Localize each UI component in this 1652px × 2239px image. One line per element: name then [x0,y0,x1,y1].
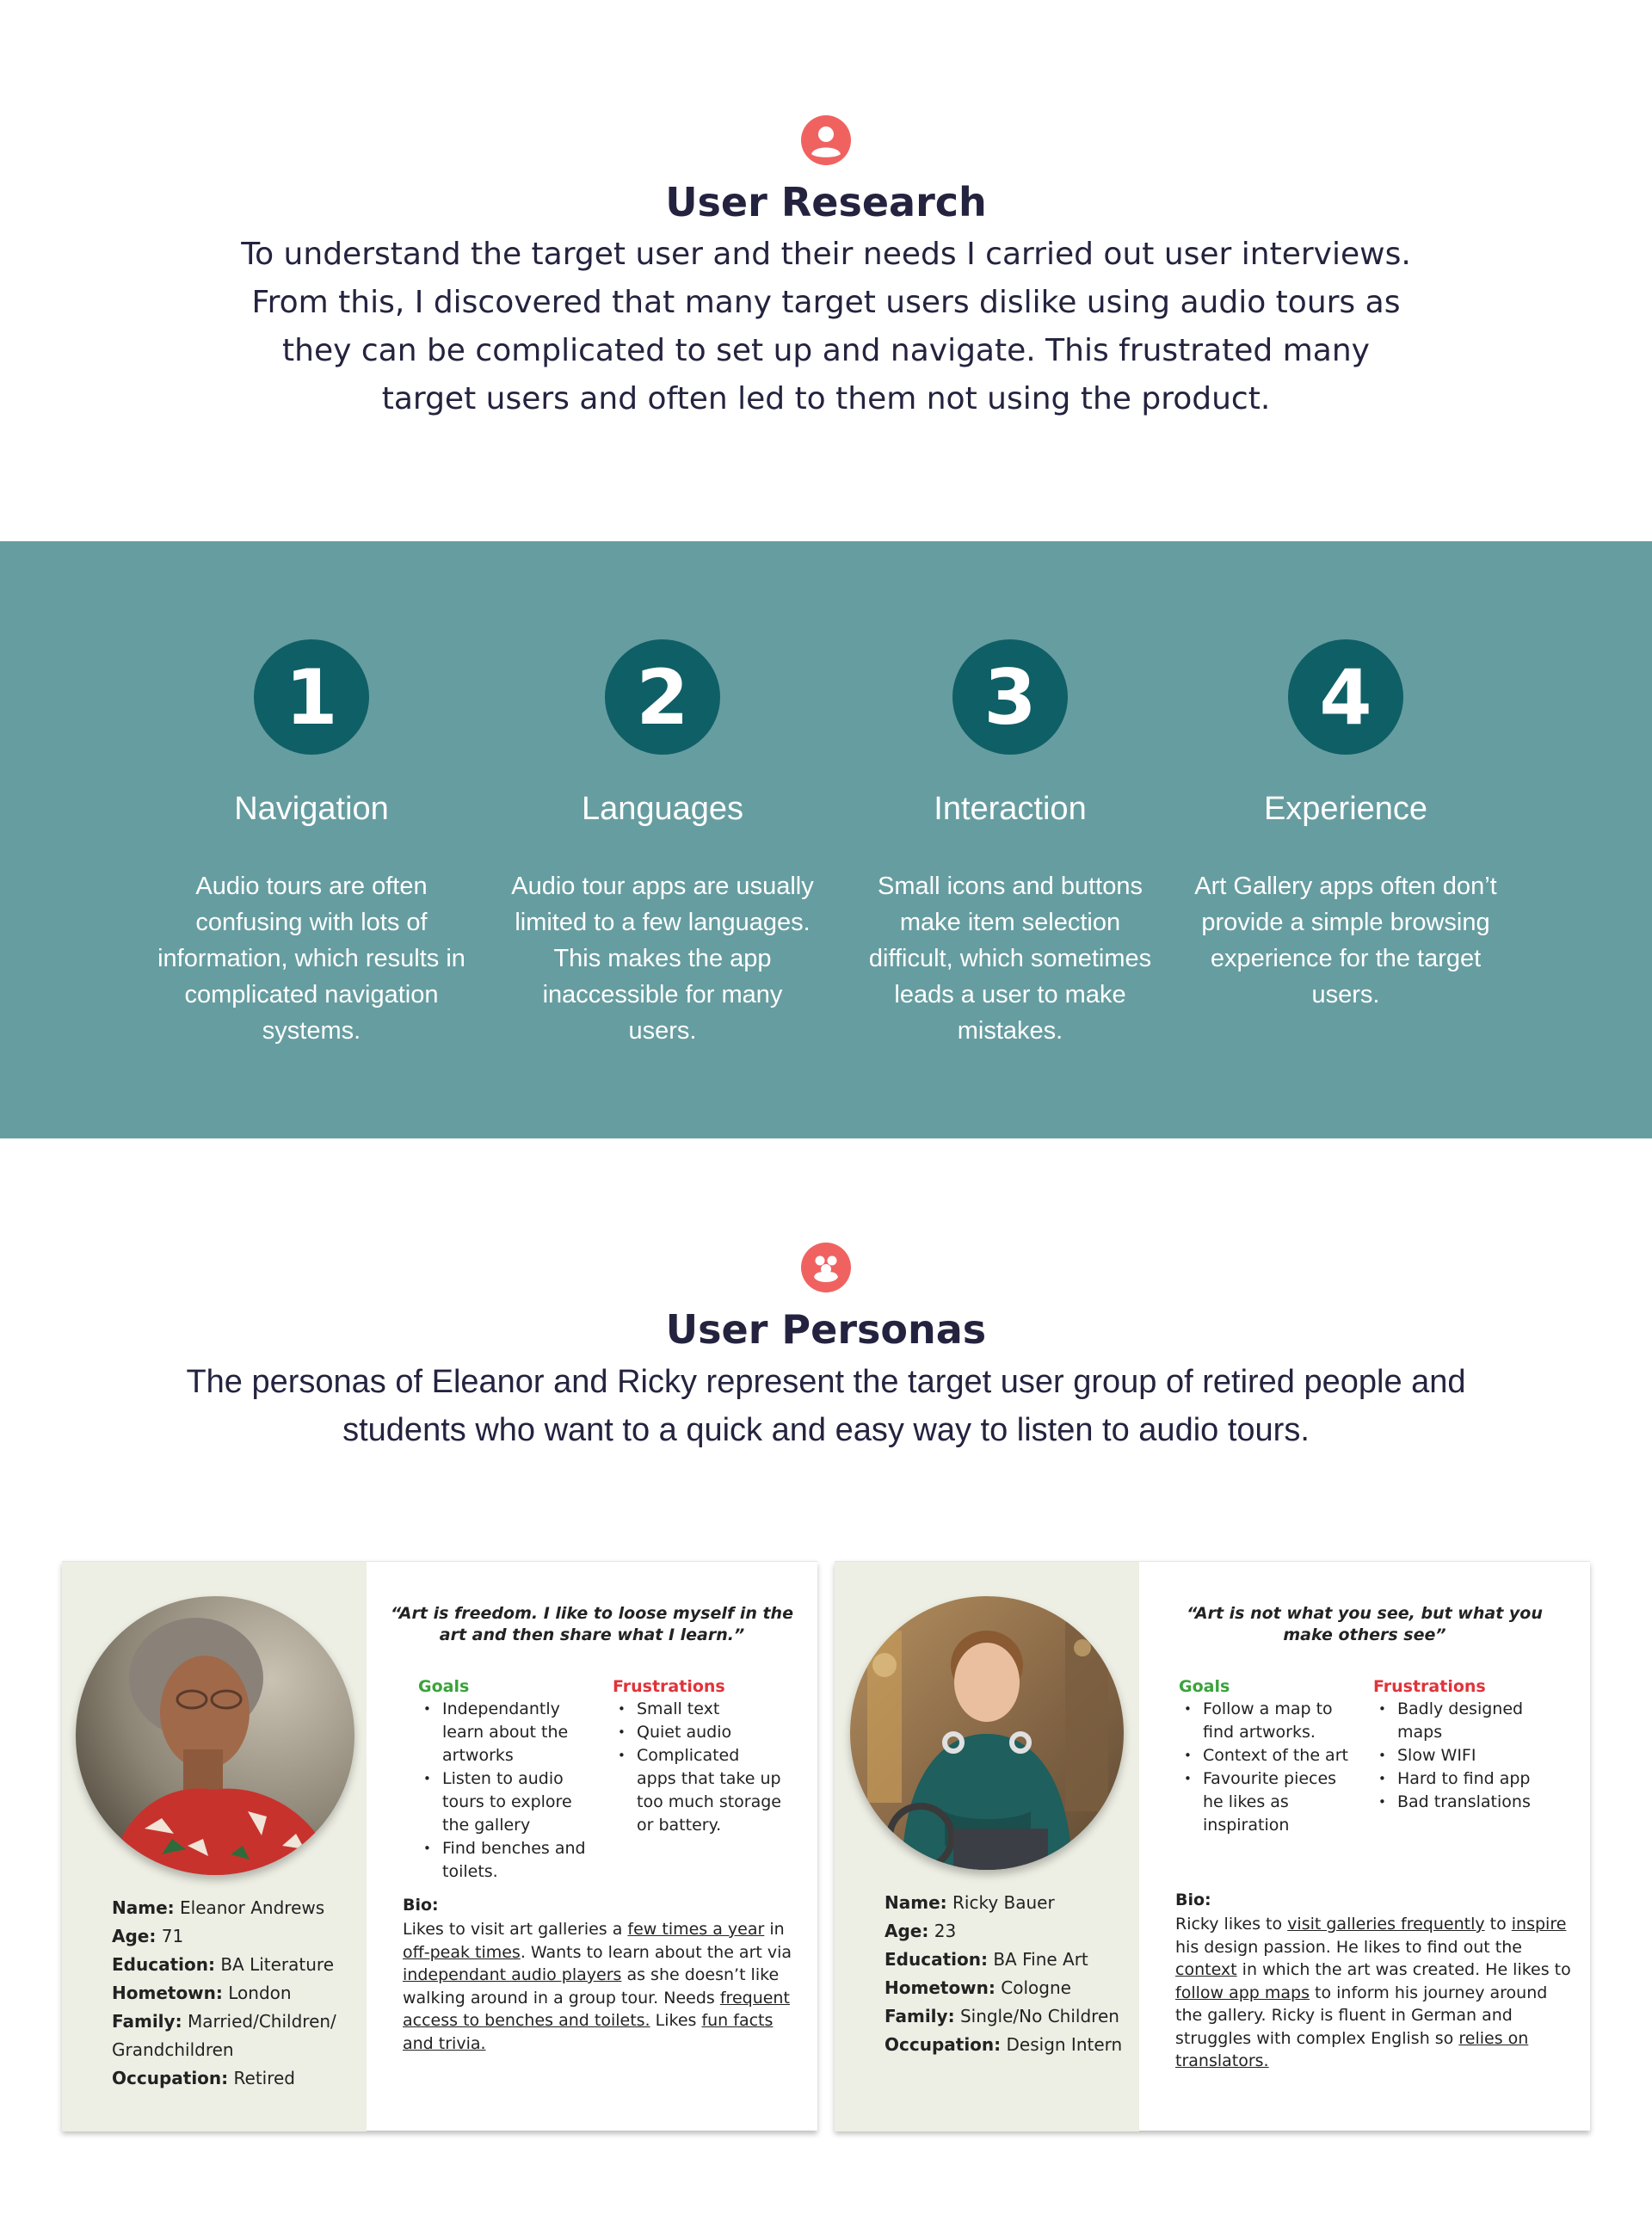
persona-bio: Likes to visit art galleries a few times a year in off-peak times. Wants to learn about the art via independant audio players as she doesn’t like walking around in a group tour. Needs frequent access to benches and toilets. Likes fun facts and trivia. [403,1920,792,2053]
finding-title: Interaction [934,791,1087,827]
finding-navigation [157,541,466,1138]
persona-family-row: Family: Single/No Children [885,2006,1119,2026]
frustration-item: • Small text [611,1698,783,1721]
persona-education-row: Education: BA Literature [112,1954,335,1975]
finding-languages [508,541,817,1138]
frustration-item: • Quiet audio [611,1721,783,1744]
finding-number-badge: 3 [952,639,1068,755]
goals-list [1177,1698,1358,1837]
bio-heading: Bio: [1175,1891,1211,1909]
finding-text: Small icons and buttons make item selection difficult, which sometimes leads a user to make mistakes. [868,873,1152,1045]
persona-quote: “Art is not what you see, but what you make others see” [1187,1604,1543,1644]
bio-heading: Bio: [403,1896,439,1915]
persona-quote: “Art is freedom. I like to loose myself in the art and then share what I learn.” [391,1604,793,1644]
goals-heading: Goals [1179,1677,1230,1696]
personas-description: The personas of Eleanor and Ricky represent the target user group of retired people and students who want to a quick and easy way to listen to audio tours. [186,1364,1466,1448]
finding-number-badge: 1 [254,639,369,755]
persona-family-row: Family: Married/Children/ [112,2011,336,2032]
persona-card-eleanor [62,1561,817,2131]
goals-list [416,1698,589,1884]
frustrations-list [1372,1698,1569,1814]
frustrations-heading: Frustrations [613,1677,725,1696]
persona-occupation-row: Occupation: Retired [112,2068,295,2088]
finding-number-badge: 2 [605,639,720,755]
finding-experience [1191,541,1501,1138]
goal-item: • Favourite pieces he likes as inspiration [1177,1767,1358,1837]
persona-details [112,1894,336,2093]
goal-item: • Listen to audio tours to explore the gallery [416,1767,589,1837]
finding-interaction [855,541,1165,1138]
research-description: To understand the target user and their needs I carried out user interviews. From this, I discovered that many target users dislike using audio tours as they can be complicated to set up and navigate. This frustrated many target users and often led to them not using the product. [241,237,1411,416]
persona-education-row: Education: BA Fine Art [885,1949,1088,1970]
finding-number-badge: 4 [1288,639,1403,755]
persona-name-row: Name: Ricky Bauer [885,1892,1055,1913]
goal-item: • Context of the art [1177,1744,1358,1767]
eleanor-photo [76,1596,354,1875]
frustrations-list [611,1698,783,1837]
user-circle-icon [801,115,851,165]
persona-hometown-row: Hometown: London [112,1983,292,2003]
ricky-photo [850,1596,1124,1870]
persona-bio: Ricky likes to visit galleries frequently to inspire his design passion. He likes to find out the context in which the art was created. He likes to follow app maps to inform his journey around the gallery. Ricky is fluent in German and struggles with complex English so relies on translators. [1175,1915,1571,2070]
persona-hometown-row: Hometown: Cologne [885,1977,1071,1998]
persona-card-ricky [835,1561,1590,2131]
goal-item: • Follow a map to find artworks. [1177,1698,1358,1744]
persona-details [885,1889,1122,2059]
frustration-item: • Slow WIFI [1372,1744,1569,1767]
frustration-item: • Hard to find app [1372,1767,1569,1791]
frustration-item: • Complicated apps that take up too much storage or battery. [611,1744,783,1837]
frustration-item: • Badly designed maps [1372,1698,1569,1744]
finding-text: Audio tours are often confusing with lots of information, which results in complicated navigation systems. [157,873,465,1045]
personas-title: User Personas [665,1306,987,1353]
finding-text: Audio tour apps are usually limited to a few languages. This makes the app inaccessible for many users. [511,873,814,1045]
persona-family-row-cont: Grandchildren [112,2039,234,2060]
finding-title: Navigation [234,791,389,827]
goal-item: • Independantly learn about the artworks [416,1698,589,1767]
frustration-item: • Bad translations [1372,1791,1569,1814]
persona-age-row: Age: 71 [112,1926,184,1946]
persona-age-row: Age: 23 [885,1921,957,1941]
persona-name-row: Name: Eleanor Andrews [112,1897,325,1918]
persona-occupation-row: Occupation: Design Intern [885,2034,1123,2055]
user-group-icon [801,1243,851,1292]
frustrations-heading: Frustrations [1373,1677,1486,1696]
finding-title: Experience [1263,791,1428,827]
finding-title: Languages [581,791,744,827]
finding-text: Art Gallery apps often don’t provide a simple browsing experience for the target users. [1194,873,1497,1008]
research-title: User Research [665,179,987,225]
goals-heading: Goals [418,1677,470,1696]
goal-item: • Find benches and toilets. [416,1837,589,1884]
findings-band [0,541,1652,1138]
